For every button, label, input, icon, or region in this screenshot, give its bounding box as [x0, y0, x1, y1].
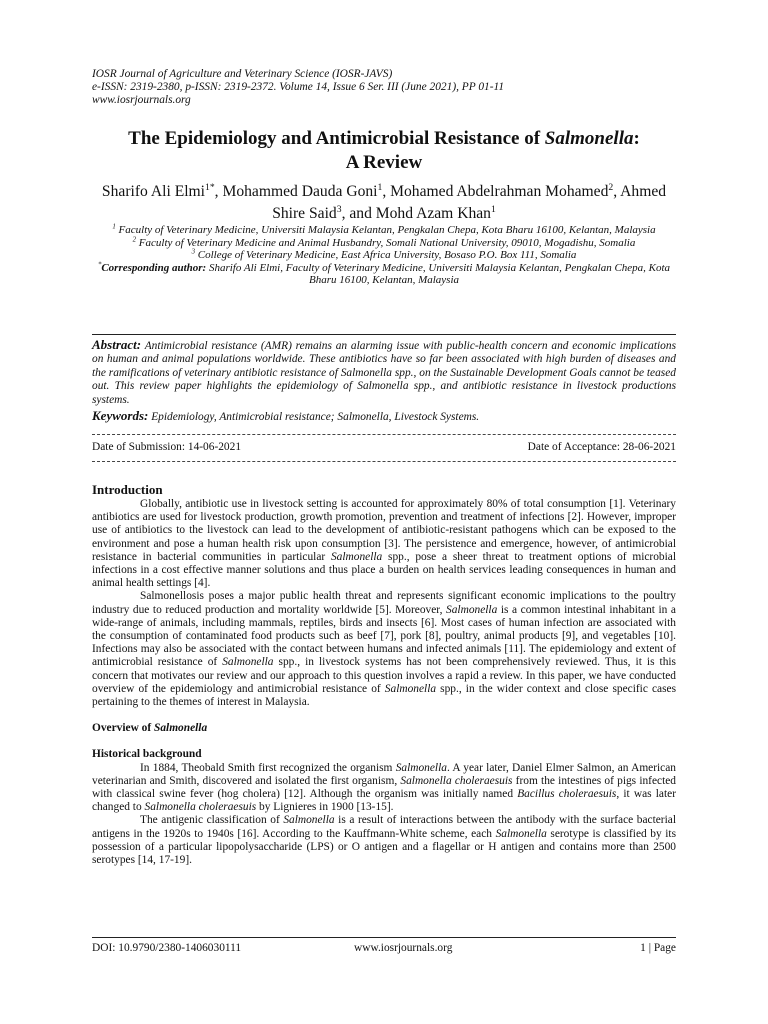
history-p2-text-b: is a result of interactions between the antibody with the surface bacterial antigens in the 1920s to 1940s [16]. According to the Kauffmann-White scheme, each	[92, 814, 676, 840]
history-paragraph-1	[92, 762, 676, 815]
history-p1-italic-2: Salmonella choleraesuis	[400, 774, 513, 787]
history-p1-italic-1: Salmonella	[395, 761, 447, 774]
affiliation-2-text: Faculty of Veterinary Medicine and Animal Husbandry, Somali National University, 09010, Mogadishu, Somalia	[136, 236, 636, 249]
overview-heading	[92, 722, 676, 735]
author-3: , Mohamed Abdelrahman Mohamed	[382, 183, 609, 200]
historical-background-heading: Historical background	[92, 748, 202, 761]
intro-p2-text-a: Salmonellosis poses a major public health threat and represents significant economic implications to the poultry industry due to reduced production and mortality worldwide [5]. Moreover,	[92, 590, 676, 616]
abstract-text: Antimicrobial resistance (AMR) remains an alarming issue with public-health concern and economic implications on human and animal populations worldwide. These antibiotics have so far been associated with high burden of diseases and the ramifications of veterinary antibiotic resistance of Salmonella spp., on the Sustainable Development Goals cannot be teased out. This review paper highlights the epidemiology of Salmonella spp., and antibiotic resistance in livestock productions systems.	[92, 340, 676, 406]
intro-p1-text-b: spp., pose a sheer threat to treatment options of microbial infections in a cost effective manner solutions and thus place a burden on health services leading consequences in human and animal health settings [4].	[92, 550, 676, 590]
history-p2-italic-2: Salmonella	[495, 827, 547, 840]
corresponding-author	[92, 262, 676, 287]
corresponding-sup: *	[97, 261, 102, 269]
history-paragraph-2	[92, 814, 676, 867]
overview-heading-text: Overview of	[92, 722, 154, 735]
affiliation-1-sup: 1	[112, 223, 116, 231]
author-5-sup: 1	[490, 203, 496, 215]
history-p1-text-a: In 1884, Theobald Smith first recognized the organism	[140, 761, 396, 774]
footer-divider	[92, 937, 676, 938]
affiliation-3-text: College of Veterinary Medicine, East Africa University, Bosaso P.O. Box 111, Somalia	[195, 249, 577, 262]
submission-date: Date of Submission: 14-06-2021	[92, 441, 242, 453]
divider-top	[92, 334, 676, 335]
intro-p2-italic-3: Salmonella	[384, 682, 437, 695]
journal-issn: e-ISSN: 2319-2380, p-ISSN: 2319-2372. Volume 14, Issue 6 Ser. III (June 2021), PP 01-11	[92, 81, 505, 93]
author-1: Sharifo Ali Elmi	[101, 183, 206, 200]
affiliations	[92, 224, 676, 287]
author-list	[92, 181, 676, 225]
history-p1-text-e: by Lignieres in 1900 [13-15].	[256, 801, 394, 814]
affiliation-2-sup: 2	[132, 235, 137, 243]
author-3-sup: 2	[608, 181, 614, 193]
affiliation-1	[92, 224, 676, 237]
intro-p1-text-a: Globally, antibiotic use in livestock setting is accounted for approximately 80% of total consumption [1]. Veterinary antibiotics are used for livestock production, growth promotion, prevention and treatment of infections [2]. However, improper use of antibiotics to the livestock can lead to the development of antibiotic-resistant pathogens which can be exposed to the environment and pose a human health risk upon consumption [3]. The persistence and emergence, however, of antimicrobial resistance in bacterial communities in particular	[92, 498, 676, 563]
affiliation-3-sup: 3	[191, 248, 195, 256]
journal-site[interactable]: www.iosrjournals.org	[92, 94, 191, 106]
paper-title	[92, 127, 676, 175]
history-p1-text-d: , it was later changed to	[92, 788, 676, 814]
title-part-2: :	[633, 128, 640, 149]
intro-p1-italic: Salmonella	[330, 550, 383, 563]
title-line-2: A Review	[345, 152, 423, 173]
acceptance-date: Date of Acceptance: 28-06-2021	[527, 441, 676, 453]
footer-page-number: 1 | Page	[640, 942, 676, 954]
keywords-text: Epidemiology, Antimicrobial resistance; Salmonella, Livestock Systems.	[148, 411, 480, 423]
author-4-sup: 3	[336, 203, 342, 215]
title-italic: Salmonella	[544, 128, 634, 149]
intro-paragraph-1	[92, 498, 676, 590]
title-part-1: The Epidemiology and Antimicrobial Resistance of	[128, 128, 545, 149]
footer-doi[interactable]: DOI: 10.9790/2380-1406030111	[92, 942, 242, 954]
intro-p2-text-b: is a common intestinal inhabitant in a wide-range of animals, including mammals, reptiles, birds and insects [6]. Most cases of human infection are associated with the consumption of contaminated food products such as beef [7], pork [8], poultry, animal products [9], and vegetables [10]. Infections may also be associated with the contact between humans and infected animals [11]. The epidemiology and extent of antimicrobial resistance of	[92, 603, 676, 669]
intro-p2-text-c: spp., in livestock systems has not been comprehensively reviewed. Thus, it is this concern that motivates our review and our approach to this question involves a rapid a review. In this paper, we have conducted overview of the epidemiology and antimicrobial resistance of	[92, 656, 676, 695]
affiliation-1-text: Faculty of Veterinary Medicine, Universiti Malaysia Kelantan, Pengkalan Chepa, Kota Bharu 16100, Kelantan, Malaysia	[115, 224, 656, 236]
author-2: , Mohammed Dauda Goni	[214, 183, 378, 200]
author-4: , Ahmed Shire Said	[272, 183, 667, 222]
abstract	[92, 338, 676, 407]
introduction-heading: Introduction	[92, 482, 163, 497]
journal-header	[92, 68, 692, 107]
author-1-sup: 1*	[205, 181, 215, 193]
history-p2-text-a: The antigenic classification of	[140, 814, 284, 827]
intro-p2-italic-1: Salmonella	[446, 603, 498, 616]
footer-site[interactable]: www.iosrjournals.org	[354, 942, 453, 954]
affiliation-3	[92, 249, 676, 262]
intro-p2-italic-2: Salmonella	[222, 656, 274, 669]
abstract-label: Abstract:	[92, 337, 142, 352]
history-p1-italic-3: Bacillus choleraesuis	[517, 788, 617, 801]
divider-dashed-1	[92, 434, 676, 435]
history-p1-text-b: . A year later, Daniel Elmer Salmon, an American veterinarian and Smith, discovered and isolated the first organism,	[92, 761, 676, 787]
history-p2-text-c: serotype is classified by its possession of a particular lipopolysaccharide (LPS) or O antigen and a flagellar or H antigen and contains more than 2500 serotypes [14, 17-19].	[92, 827, 677, 867]
author-2-sup: 1	[377, 181, 383, 193]
paper-body	[92, 482, 676, 867]
corresponding-label: Corresponding author:	[101, 261, 207, 274]
corresponding-text: Sharifo Ali Elmi, Faculty of Veterinary Medicine, Universiti Malaysia Kelantan, Pengkalan Chepa, Kota Bharu 16100, Kelantan, Malaysia	[206, 261, 671, 287]
keywords	[92, 409, 676, 424]
history-p2-italic-1: Salmonella	[283, 814, 335, 827]
affiliation-2	[92, 237, 676, 250]
author-5: , and Mohd Azam Khan	[341, 205, 491, 222]
keywords-label: Keywords:	[92, 408, 149, 423]
overview-heading-italic: Salmonella	[154, 722, 208, 735]
intro-p2-text-d: spp., in the wider context and close specific cases pertaining to the themes of interest in Malaysia.	[92, 682, 677, 709]
history-p1-text-c: from the intestines of pigs infected with classical swine fever (hog cholera) [12]. Although the organism was initially named	[92, 774, 677, 801]
intro-paragraph-2	[92, 590, 676, 709]
history-p1-italic-4: Salmonella choleraesuis	[144, 801, 257, 814]
journal-name: IOSR Journal of Agriculture and Veterinary Science (IOSR-JAVS)	[92, 68, 393, 80]
divider-dashed-2	[92, 461, 676, 462]
